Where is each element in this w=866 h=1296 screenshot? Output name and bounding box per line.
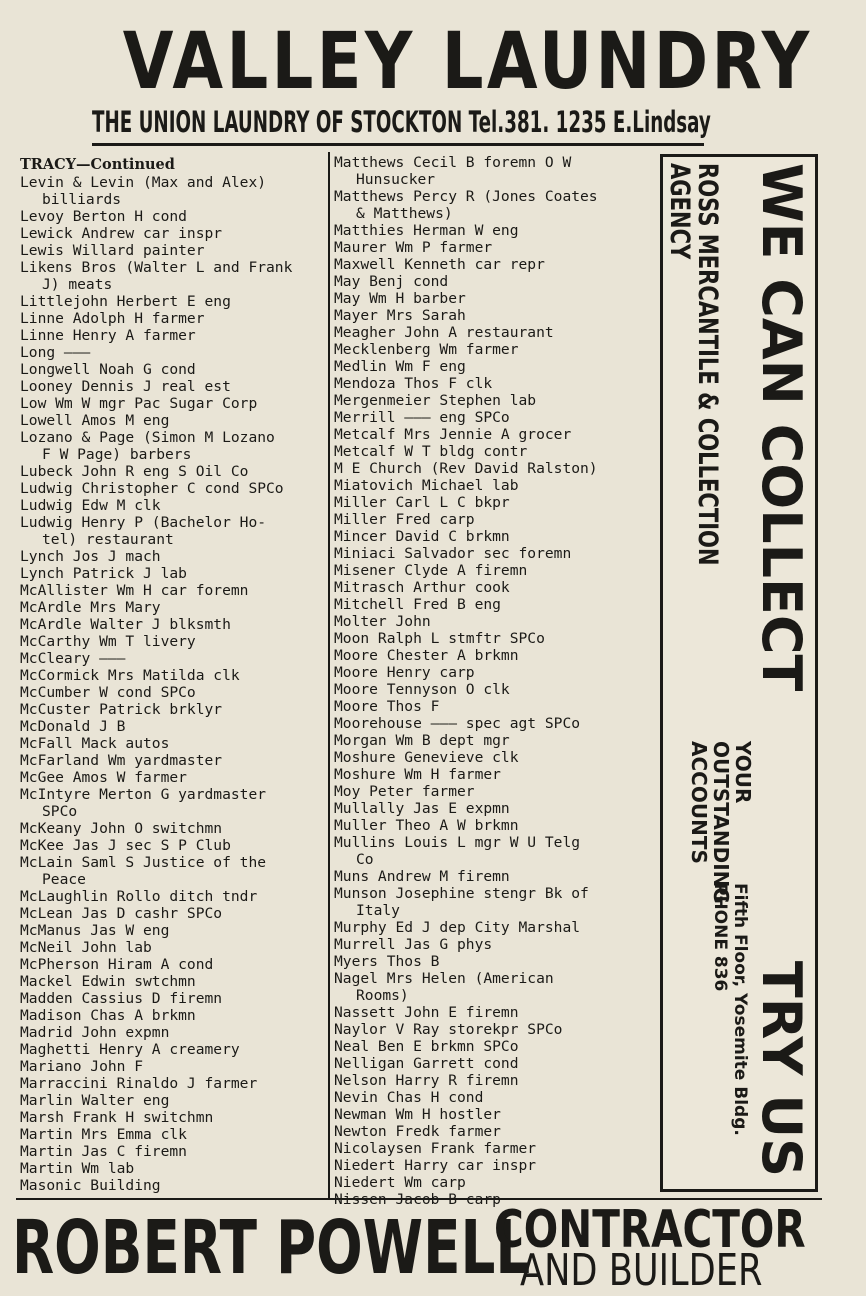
directory-entry xyxy=(20,956,332,973)
entry-text: Ludwig Edw M clk xyxy=(20,497,161,514)
directory-entry xyxy=(20,429,332,463)
entry-text: Littlejohn Herbert E eng xyxy=(20,293,231,310)
entry-text: Mayer Mrs Sarah xyxy=(334,307,466,324)
entry-text: Levoy Berton H cond xyxy=(20,208,187,225)
directory-entry xyxy=(20,905,332,922)
directory-entry xyxy=(334,953,644,970)
entry-text: Nelson Harry R firemn xyxy=(334,1072,519,1089)
entry-text: Medlin Wm F eng xyxy=(334,358,466,375)
entry-text: McFarland Wm yardmaster xyxy=(20,752,223,769)
entry-text: M E Church (Rev David Ralston) xyxy=(334,460,598,477)
directory-entry xyxy=(334,919,644,936)
middle-entries xyxy=(334,154,644,1208)
entry-text: Martin Wm lab xyxy=(20,1160,135,1177)
entry-text: Muns Andrew M firemn xyxy=(334,868,510,885)
entry-text: Linne Adolph H farmer xyxy=(20,310,205,327)
ad-address: Fifth Floor, Yosemite Bldg. xyxy=(730,883,750,1136)
directory-entry xyxy=(20,310,332,327)
entry-text: McCormick Mrs Matilda clk xyxy=(20,667,240,684)
entry-text: McDonald J B xyxy=(20,718,126,735)
entry-text: Miniaci Salvador sec foremn xyxy=(334,545,572,562)
entry-text: Morgan Wm B dept mgr xyxy=(334,732,510,749)
ad-company-line2: AGENCY xyxy=(664,163,695,260)
directory-entry xyxy=(20,752,332,769)
directory-entry xyxy=(20,973,332,990)
entry-text: Mecklenberg Wm farmer xyxy=(334,341,519,358)
directory-entry xyxy=(334,562,644,579)
directory-entry xyxy=(20,616,332,633)
entry-text: Maghetti Henry A creamery xyxy=(20,1041,240,1058)
entry-text: Mitrasch Arthur cook xyxy=(334,579,510,596)
entry-continuation: Rooms) xyxy=(356,987,409,1004)
directory-entry xyxy=(20,1024,332,1041)
entry-text: Naylor V Ray storekpr SPCo xyxy=(334,1021,563,1038)
entry-text: Moore Thos F xyxy=(334,698,440,715)
directory-entry xyxy=(334,426,644,443)
entry-text: Moy Peter farmer xyxy=(334,783,475,800)
left-entries xyxy=(20,174,332,1194)
directory-entry xyxy=(20,174,332,208)
entry-text: Miatovich Michael lab xyxy=(334,477,519,494)
entry-text: Mitchell Fred B eng xyxy=(334,596,501,613)
directory-entry xyxy=(20,939,332,956)
directory-entry xyxy=(20,361,332,378)
entry-text: McAllister Wm H car foremn xyxy=(20,582,249,599)
entry-text: Marsh Frank H switchmn xyxy=(20,1109,214,1126)
directory-entry xyxy=(334,1106,644,1123)
directory-entry xyxy=(20,1092,332,1109)
directory-entry xyxy=(20,667,332,684)
entry-text: Metcalf W T bldg contr xyxy=(334,443,528,460)
entry-text: Neal Ben E brkmn SPCo xyxy=(334,1038,519,1055)
header-rule xyxy=(92,143,704,146)
directory-entry xyxy=(334,579,644,596)
entry-text: Matthews Percy R (Jones Coates xyxy=(334,188,598,205)
ad-outstanding-accounts: YOUR OUTSTANDING ACCOUNTS xyxy=(687,741,755,904)
directory-entry xyxy=(334,1055,644,1072)
directory-entry xyxy=(334,868,644,885)
entry-text: Longwell Noah G cond xyxy=(20,361,196,378)
entry-text: Mincer David C brkmn xyxy=(334,528,510,545)
entry-text: Lozano & Page (Simon M Lozano xyxy=(20,429,275,446)
entry-text: Lynch Patrick J lab xyxy=(20,565,187,582)
entry-text: Mullally Jas E expmn xyxy=(334,800,510,817)
directory-entry xyxy=(334,392,644,409)
entry-text: Ludwig Christopher C cond SPCo xyxy=(20,480,284,497)
entry-text: McNeil John lab xyxy=(20,939,152,956)
entry-text: Ludwig Henry P (Bachelor Ho- xyxy=(20,514,267,531)
entry-text: Madden Cassius D firemn xyxy=(20,990,223,1007)
directory-entry xyxy=(20,854,332,888)
entry-text: Moshure Genevieve clk xyxy=(334,749,519,766)
directory-entry xyxy=(334,1038,644,1055)
entry-text: Lowell Amos M eng xyxy=(20,412,170,429)
directory-entry xyxy=(20,786,332,820)
directory-entry xyxy=(20,497,332,514)
header-title: VALLEY LAUNDRY xyxy=(122,17,813,107)
entry-text: Lewis Willard painter xyxy=(20,242,205,259)
directory-entry xyxy=(20,684,332,701)
entry-text: Maurer Wm P farmer xyxy=(334,239,493,256)
directory-entry xyxy=(334,460,644,477)
directory-entry xyxy=(334,188,644,222)
directory-entry xyxy=(334,443,644,460)
directory-entry xyxy=(20,701,332,718)
entry-text: Moorehouse ——— spec agt SPCo xyxy=(334,715,581,732)
ad-company-line1: ROSS MERCANTILE & COLLECTION xyxy=(692,163,723,566)
directory-entry xyxy=(334,1004,644,1021)
directory-entry xyxy=(334,732,644,749)
directory-entry xyxy=(20,1058,332,1075)
directory-entry xyxy=(334,630,644,647)
entry-text: Madison Chas A brkmn xyxy=(20,1007,196,1024)
entry-text: Linne Henry A farmer xyxy=(20,327,196,344)
entry-continuation: Hunsucker xyxy=(356,171,436,188)
entry-text: Murphy Ed J dep City Marshal xyxy=(334,919,581,936)
directory-entry xyxy=(20,735,332,752)
footer-role-secondary: AND BUILDER xyxy=(520,1245,763,1296)
directory-entry xyxy=(334,664,644,681)
ad-headline xyxy=(748,163,814,1183)
entry-text: Mariano John F xyxy=(20,1058,144,1075)
entry-continuation: Italy xyxy=(356,902,400,919)
entry-continuation: F W Page) barbers xyxy=(42,446,192,463)
entry-text: Mergenmeier Stephen lab xyxy=(334,392,537,409)
entry-text: Matthies Herman W eng xyxy=(334,222,519,239)
entry-text: Long ——— xyxy=(20,344,91,361)
entry-text: McCumber W cond SPCo xyxy=(20,684,196,701)
column-divider xyxy=(328,152,330,1200)
section-heading: TRACY—Continued xyxy=(20,156,175,173)
entry-text: McCleary ——— xyxy=(20,650,126,667)
directory-entry xyxy=(20,1143,332,1160)
directory-entry xyxy=(334,1140,644,1157)
entry-text: Meagher John A restaurant xyxy=(334,324,554,341)
directory-entry xyxy=(334,613,644,630)
entry-continuation: SPCo xyxy=(42,803,78,820)
entry-text: Madrid John expmn xyxy=(20,1024,170,1041)
entry-text: McGee Amos W farmer xyxy=(20,769,187,786)
directory-entry xyxy=(334,511,644,528)
entry-text: Levin & Levin (Max and Alex) xyxy=(20,174,267,191)
left-column xyxy=(20,154,332,1194)
directory-entry xyxy=(334,307,644,324)
directory-entry xyxy=(334,477,644,494)
ad-headline-left: WE CAN COLLECT xyxy=(750,163,813,692)
entry-text: Lubeck John R eng S Oil Co xyxy=(20,463,249,480)
directory-entry xyxy=(20,990,332,1007)
entry-continuation: Peace xyxy=(42,871,86,888)
directory-entry xyxy=(20,242,332,259)
directory-entry xyxy=(20,378,332,395)
entry-text: Marraccini Rinaldo J farmer xyxy=(20,1075,258,1092)
entry-text: Mackel Edwin swtchmn xyxy=(20,973,196,990)
entry-text: Matthews Cecil B foremn O W xyxy=(334,154,572,171)
directory-entry xyxy=(20,582,332,599)
directory-entry xyxy=(20,1126,332,1143)
directory-entry xyxy=(20,1075,332,1092)
directory-entry xyxy=(20,208,332,225)
directory-entry xyxy=(20,412,332,429)
entry-text: Muller Theo A W brkmn xyxy=(334,817,519,834)
entry-text: Nassett John E firemn xyxy=(334,1004,519,1021)
directory-entry xyxy=(334,647,644,664)
footer-role: CONTRACTOR xyxy=(494,1200,806,1260)
directory-entry xyxy=(334,256,644,273)
entry-text: Likens Bros (Walter L and Frank xyxy=(20,259,293,276)
entry-continuation: tel) restaurant xyxy=(42,531,174,548)
entry-text: May Benj cond xyxy=(334,273,449,290)
entry-continuation: Co xyxy=(356,851,374,868)
directory-entry xyxy=(20,820,332,837)
entry-text: Mullins Louis L mgr W U Telg xyxy=(334,834,581,851)
entry-text: Molter John xyxy=(334,613,431,630)
directory-entry xyxy=(20,650,332,667)
entry-continuation: & Matthews) xyxy=(356,205,453,222)
directory-entry xyxy=(20,718,332,735)
middle-column xyxy=(334,154,644,1208)
directory-entry xyxy=(20,514,332,548)
entry-text: Martin Jas C firemn xyxy=(20,1143,187,1160)
entry-text: Merrill ——— eng SPCo xyxy=(334,409,510,426)
directory-entry xyxy=(20,837,332,854)
directory-entry xyxy=(20,463,332,480)
directory-entry xyxy=(334,1021,644,1038)
footer-name: ROBERT POWELL xyxy=(12,1205,531,1291)
directory-entry xyxy=(334,817,644,834)
directory-entry xyxy=(334,936,644,953)
entry-text: McManus Jas W eng xyxy=(20,922,170,939)
directory-entry xyxy=(20,1041,332,1058)
entry-text: Moore Chester A brkmn xyxy=(334,647,519,664)
directory-entry xyxy=(334,154,644,188)
ad-address-block xyxy=(710,883,750,1173)
ad-rotated-content xyxy=(662,157,814,1187)
entry-text: Nicolaysen Frank farmer xyxy=(334,1140,537,1157)
directory-entry xyxy=(20,259,332,293)
directory-entry xyxy=(20,480,332,497)
entry-text: Martin Mrs Emma clk xyxy=(20,1126,187,1143)
directory-entry xyxy=(20,599,332,616)
directory-entry xyxy=(334,324,644,341)
entry-text: Masonic Building xyxy=(20,1177,161,1194)
entry-text: Myers Thos B xyxy=(334,953,440,970)
directory-entry xyxy=(20,1160,332,1177)
entry-text: McCarthy Wm T livery xyxy=(20,633,196,650)
directory-entry xyxy=(20,888,332,905)
directory-entry xyxy=(20,922,332,939)
directory-entry xyxy=(334,239,644,256)
directory-entry xyxy=(334,783,644,800)
entry-text: Nevin Chas H cond xyxy=(334,1089,484,1106)
entry-text: McIntyre Merton G yardmaster xyxy=(20,786,267,803)
entry-continuation: J) meats xyxy=(42,276,113,293)
directory-entry xyxy=(20,327,332,344)
directory-entry xyxy=(334,494,644,511)
directory-entry xyxy=(334,341,644,358)
entry-text: Marlin Walter eng xyxy=(20,1092,170,1109)
directory-entry xyxy=(334,885,644,919)
entry-text: Lewick Andrew car inspr xyxy=(20,225,223,242)
entry-text: Moon Ralph L stmftr SPCo xyxy=(334,630,545,647)
entry-text: Moshure Wm H farmer xyxy=(334,766,501,783)
entry-text: Munson Josephine stengr Bk of xyxy=(334,885,589,902)
directory-entry xyxy=(334,698,644,715)
directory-entry xyxy=(334,766,644,783)
directory-entry xyxy=(20,395,332,412)
directory-entry xyxy=(20,293,332,310)
entry-text: McLean Jas D cashr SPCo xyxy=(20,905,223,922)
directory-entry xyxy=(20,565,332,582)
directory-entry xyxy=(334,1174,644,1191)
directory-entry xyxy=(334,1157,644,1174)
directory-entry xyxy=(20,1109,332,1126)
entry-text: Newman Wm H hostler xyxy=(334,1106,501,1123)
directory-entry xyxy=(334,715,644,732)
directory-entry xyxy=(20,344,332,361)
directory-entry xyxy=(334,375,644,392)
directory-entry xyxy=(334,749,644,766)
entry-text: McArdle Mrs Mary xyxy=(20,599,161,616)
entry-text: Lynch Jos J mach xyxy=(20,548,161,565)
header-subtitle: THE UNION LAUNDRY OF STOCKTON Tel.381. 1235 E.Lindsay xyxy=(92,105,711,139)
directory-entry xyxy=(334,528,644,545)
directory-entry xyxy=(334,222,644,239)
directory-entry xyxy=(334,409,644,426)
directory-entry xyxy=(334,1123,644,1140)
directory-entry xyxy=(20,1007,332,1024)
entry-text: Maxwell Kenneth car repr xyxy=(334,256,545,273)
entry-text: Murrell Jas G phys xyxy=(334,936,493,953)
entry-text: McCuster Patrick brklyr xyxy=(20,701,223,718)
directory-entry xyxy=(334,970,644,1004)
entry-text: McPherson Hiram A cond xyxy=(20,956,214,973)
directory-entry xyxy=(334,834,644,868)
entry-continuation: billiards xyxy=(42,191,122,208)
directory-entry xyxy=(334,596,644,613)
entry-text: McFall Mack autos xyxy=(20,735,170,752)
entry-text: Niedert Harry car inspr xyxy=(334,1157,537,1174)
directory-entry xyxy=(20,1177,332,1194)
entry-text: Moore Henry carp xyxy=(334,664,475,681)
entry-text: Moore Tennyson O clk xyxy=(334,681,510,698)
entry-text: Miller Carl L C bkpr xyxy=(334,494,510,511)
directory-entry xyxy=(334,1089,644,1106)
directory-entry xyxy=(20,633,332,650)
entry-text: McKee Jas J sec S P Club xyxy=(20,837,231,854)
directory-entry xyxy=(334,290,644,307)
entry-text: Low Wm W mgr Pac Sugar Corp xyxy=(20,395,258,412)
entry-text: McKeany John O switchmn xyxy=(20,820,223,837)
directory-entry xyxy=(334,1072,644,1089)
directory-entry xyxy=(334,681,644,698)
directory-entry xyxy=(334,273,644,290)
directory-entry xyxy=(20,225,332,242)
collection-agency-ad xyxy=(660,154,818,1192)
entry-text: McLaughlin Rollo ditch tndr xyxy=(20,888,258,905)
entry-text: Metcalf Mrs Jennie A grocer xyxy=(334,426,572,443)
entry-text: McArdle Walter J blksmth xyxy=(20,616,231,633)
directory-entry xyxy=(20,769,332,786)
entry-text: Niedert Wm carp xyxy=(334,1174,466,1191)
entry-text: May Wm H barber xyxy=(334,290,466,307)
directory-entry xyxy=(334,800,644,817)
entry-text: Looney Dennis J real est xyxy=(20,378,231,395)
entry-text: Mendoza Thos F clk xyxy=(334,375,493,392)
directory-entry xyxy=(334,358,644,375)
directory-entry xyxy=(334,545,644,562)
entry-text: Misener Clyde A firemn xyxy=(334,562,528,579)
ad-phone: PHONE 836 xyxy=(710,883,730,992)
entry-text: Miller Fred carp xyxy=(334,511,475,528)
entry-text: Nagel Mrs Helen (American xyxy=(334,970,554,987)
entry-text: Nelligan Garrett cond xyxy=(334,1055,519,1072)
directory-entry xyxy=(20,548,332,565)
ad-headline-right: TRY US xyxy=(750,960,813,1177)
entry-text: Newton Fredk farmer xyxy=(334,1123,501,1140)
entry-text: McLain Saml S Justice of the xyxy=(20,854,267,871)
